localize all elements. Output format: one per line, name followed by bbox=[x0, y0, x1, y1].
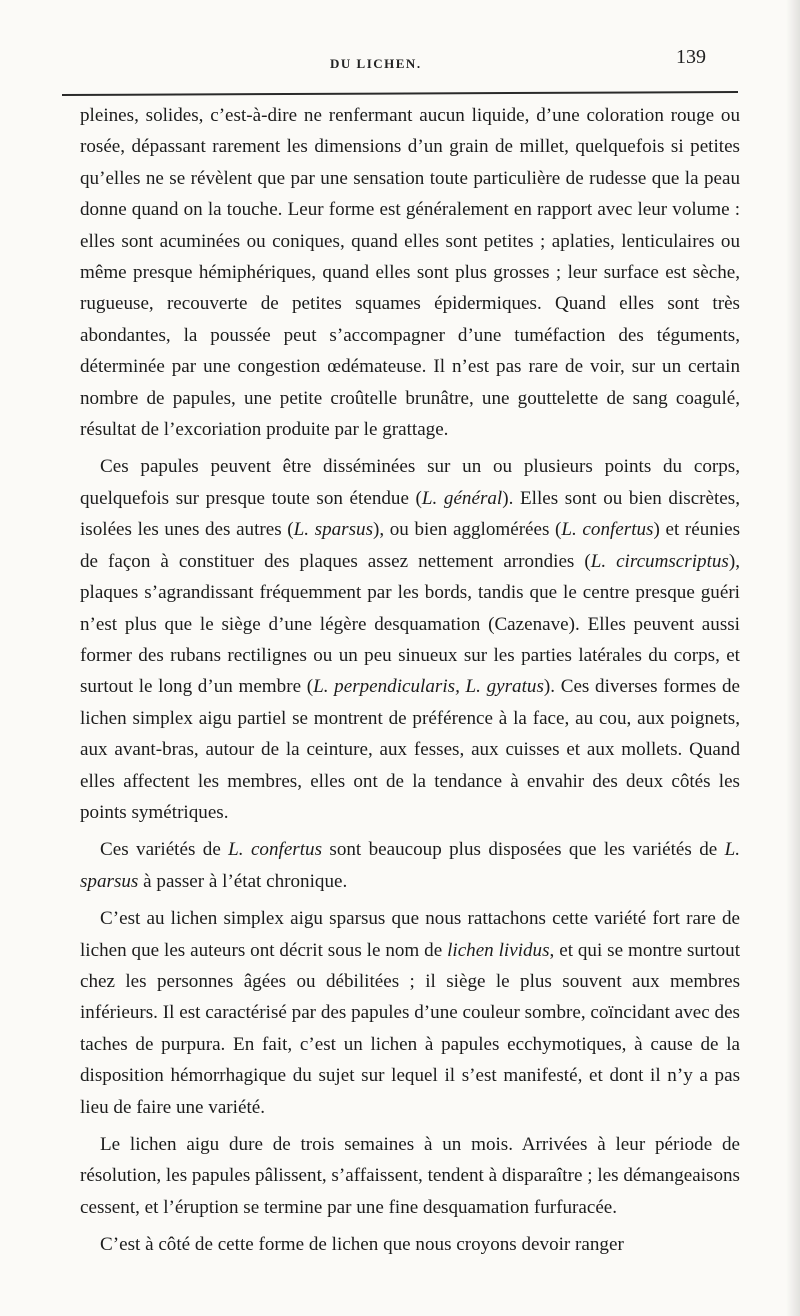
text-run: C’est à côté de cette forme de lichen que nous croyons devoir ranger bbox=[100, 1234, 624, 1256]
running-head: DU LICHEN. bbox=[330, 56, 422, 71]
text-run: pleines, solides, c’est-à-dire ne renfermant aucun liquide, d’une coloration rouge ou rosée, dépassant rarement les dimensions d’un grain de millet, quelquefois si petites qu’elles ne se révèlent que par une sensation toute particulière de rudesse que la peau donne quand on la touche. Leur forme est généralement en rapport avec leur volume : elles sont acuminées ou coniques, quand elles sont petites ; aplaties, lenticulaires ou même presque hémiphériques, quand elles sont plus grosses ; leur surface est sèche, rugueuse, recouverte de petites squames épidermiques. Quand elles sont très abondantes, la poussée peut s’accompagner d’une tuméfaction des téguments, déterminée par une congestion œdémateuse. Il n’est pas rare de voir, sur un certain nombre de papules, une petite croûtelle brunâtre, une gouttelette de sang coagulé, résultat de l’excoriation produite par le grattage. bbox=[80, 105, 740, 441]
italic-term: L. confertus bbox=[228, 839, 323, 861]
paragraph bbox=[80, 834, 740, 897]
text-run: , et qui se montre surtout chez les personnes âgées ou débilitées ; il siège le plus souvent aux membres inférieurs. Il est caractérisé par des papules d’une couleur sombre, coïncidant avec des taches de purpura. En fait, c’est un lichen à papules ecchymotiques, à cause de la disposition hémorrhagique du sujet sur lequel il s’est manifesté, et dont il n’y a pas lieu de faire une variété. bbox=[80, 939, 740, 1118]
text-run: C’est au lichen simplex aigu sparsus que nous rattachons cette variété fort rare de lichen que les auteurs ont décrit sous le nom de bbox=[80, 908, 740, 961]
italic-term: L. perpendicularis, L. gyratus bbox=[313, 676, 544, 698]
header-rule bbox=[62, 91, 738, 96]
body-text bbox=[80, 100, 740, 1267]
italic-term: L. sparsus bbox=[80, 839, 740, 892]
text-run: sont beaucoup plus disposées que les variétés de bbox=[322, 839, 725, 861]
spine-shadow bbox=[786, 0, 800, 1316]
text-run: ) et réunies de façon à constituer des plaques assez nettement arrondies ( bbox=[80, 519, 740, 572]
italic-term: L. circumscriptus bbox=[590, 550, 729, 572]
paragraph bbox=[80, 1129, 740, 1223]
paragraph bbox=[80, 903, 740, 1123]
paragraph bbox=[80, 451, 740, 828]
text-run: Ces papules peuvent être disséminées sur un ou plusieurs points du corps, quelquefois sur presque toute son étendue ( bbox=[80, 456, 740, 509]
page-number: 139 bbox=[676, 46, 706, 68]
italic-term: L. confertus bbox=[561, 519, 654, 541]
text-run: Ces variétés de bbox=[100, 839, 229, 861]
italic-term: lichen lividus bbox=[447, 939, 550, 961]
paragraph bbox=[80, 1229, 740, 1260]
text-run: ). Ces diverses formes de lichen simplex aigu partiel se montrent de préférence à la face, au cou, aux poignets, aux avant-bras, autour de la ceinture, aux fesses, aux cuisses et aux mollets. Quand elles affectent les membres, elles ont de la tendance à envahir des deux côtés les points symétriques. bbox=[80, 676, 740, 823]
text-run: Le lichen aigu dure de trois semaines à un mois. Arrivées à leur période de résolution, les papules pâlissent, s’affaissent, tendent à disparaître ; les démangeaisons cessent, et l’éruption se termine par une fine desquamation furfuracée. bbox=[80, 1134, 740, 1218]
text-run: ). Elles sont ou bien discrètes, isolées les unes des autres ( bbox=[80, 487, 740, 541]
italic-term: L. sparsus bbox=[293, 519, 374, 541]
paragraph bbox=[80, 100, 740, 445]
text-run: ), ou bien agglomérées ( bbox=[373, 519, 562, 541]
text-run: à passer à l’état chronique. bbox=[138, 870, 348, 892]
text-run: ), plaques s’agrandissant fréquemment par les bords, tandis que le centre presque guéri n’est plus que le siège d’une légère desquamation (Cazenave). Elles peuvent aussi former des rubans rectilignes ou un peu sinueux sur les parties latérales du corps, et surtout le long d’un membre ( bbox=[80, 550, 740, 698]
italic-term: L. général bbox=[421, 487, 503, 509]
